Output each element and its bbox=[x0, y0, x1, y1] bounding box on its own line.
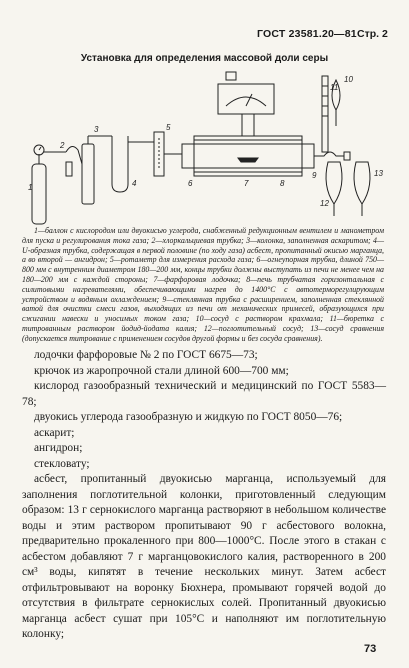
label-2: 2 bbox=[60, 141, 65, 150]
burette bbox=[322, 76, 328, 152]
paragraph-asbestos: асбест, пропитанный двуокисью марганца, используемый для заполнения поглотительной колонки, приготовленный следующим образом: 13 г сернокислого марганца растворяют в небольшом количестве воды и этим раствором пропитывают 90 г асбестового волокна, предварительно прокаленного при 800—1000°С. После этого в стакан с асбестом добавляют 7 г марганцовокислого калия, растворенного в 200 см³ воды, кипятят в течение нескольких минут. Затем асбест отфильтровывают на воронку Бюхнера, промывают горячей водой до отсутствия в фильтрате сернокислых солей. Пропитанный двуокисью марганца асбест сушат при 105°С и наполняют им поглотительную колонку; bbox=[22, 473, 386, 640]
apparatus-diagram bbox=[22, 66, 388, 226]
calcium-chloride-tube bbox=[66, 146, 82, 176]
figure-caption bbox=[22, 226, 384, 344]
ascarite-column bbox=[82, 136, 112, 204]
label-9: 9 bbox=[312, 171, 317, 180]
caption-text: 1—баллон с кислородом или двуокисью углерода, снабженный редукционным вентилем и манометром для пуска и регулирования тока газа; 2—хлоркальциевая трубка; 3—колонка, заполненная аскаритом; 4—U-образная трубка, содержащая в первой половине (по ходу газа) асбест, пропитанный окисью марганца, а во второй — ангидрон; 5—ротаметр для измерения расхода газа; 6—огнеупорная трубка, длиной 750—800 мм с внутренним диаметром 180—200 мм, концы трубки должны выступать из печи не менее чем на 180—200 мм с каждой стороны; 7—фарфоровая лодочка; 8—печь трубчатая горизонтальная с силитовыми нагревателями, обеспечивающими нагрев до 1400°С с автотерморегулирующим устройством и водяным охлаждением; 9—стеклянная трубка с расширением, заполненная стеклянной ватой для очистки смеси газов, выходящих из печи от механических примесей, образующихся при сжигании навески и уносимых током газа; 10—сосуд с раствором крахмала; 11—бюретка с титрованным раствором йодид-йодата калия; 12—поглотительный сосуд; 13—сосуд сравнения (допускается титрование с применением сосудов другой формы и без сосуда сравнения). bbox=[22, 226, 384, 343]
comparison-vessel bbox=[354, 162, 370, 216]
paragraph-hook: крючок из жаропрочной стали длиной 600—700 мм; bbox=[34, 364, 289, 377]
furnace bbox=[182, 114, 314, 176]
paragraph-anhydrone: ангидрон; bbox=[34, 442, 83, 454]
figure-number-labels bbox=[28, 75, 383, 208]
paragraph-co2: двуокись углерода газообразную и жидкую по ГОСТ 8050—76; bbox=[34, 411, 343, 423]
label-10: 10 bbox=[344, 75, 353, 84]
rotameter bbox=[154, 132, 182, 176]
glass-tube-expansion bbox=[314, 152, 350, 160]
label-7: 7 bbox=[244, 179, 249, 188]
label-12: 12 bbox=[320, 199, 329, 208]
gas-cylinder bbox=[32, 145, 66, 224]
page-number: 73 bbox=[364, 643, 377, 655]
label-4: 4 bbox=[132, 179, 137, 188]
label-5: 5 bbox=[166, 123, 171, 132]
figure-title: Установка для определения массовой доли серы bbox=[80, 53, 329, 64]
label-3: 3 bbox=[94, 125, 99, 134]
label-6: 6 bbox=[188, 179, 193, 188]
paragraph-oxygen: кислород газообразный технический и медицинский по ГОСТ 5583—78; bbox=[22, 380, 386, 408]
temperature-controller bbox=[218, 72, 274, 114]
label-11: 11 bbox=[330, 83, 339, 92]
paragraph-ascarite: аскарит; bbox=[34, 426, 75, 439]
body-text bbox=[22, 348, 386, 643]
standard-number: ГОСТ 23581.20—81 bbox=[257, 28, 357, 40]
page-label: Стр. 2 bbox=[357, 28, 388, 40]
paragraph-glass-wool: стекловату; bbox=[34, 457, 90, 470]
label-1: 1 bbox=[28, 183, 33, 192]
label-8: 8 bbox=[280, 179, 285, 188]
paragraph-boats: лодочки фарфоровые № 2 по ГОСТ 6675—73; bbox=[34, 349, 258, 361]
label-13: 13 bbox=[374, 169, 383, 178]
porcelain-boat bbox=[238, 158, 258, 162]
